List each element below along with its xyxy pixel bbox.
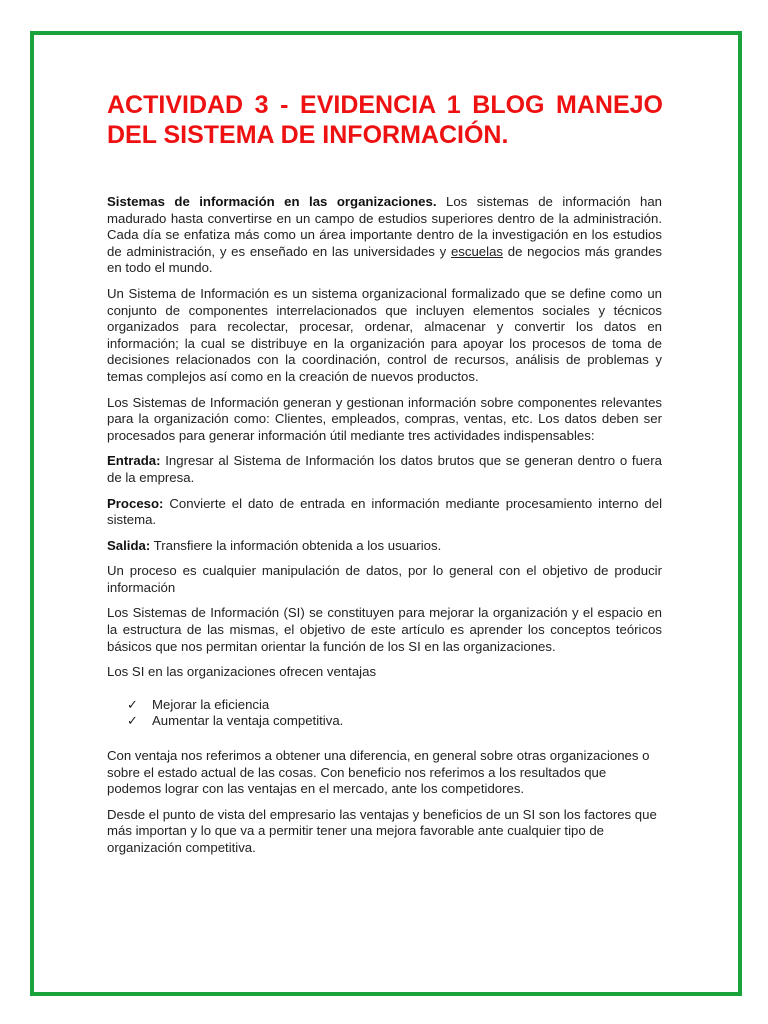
list-item — [127, 713, 662, 730]
salida-label: Salida: — [107, 537, 151, 553]
proceso-text: Convierte el dato de entrada en información mediante procesamiento interno del sistema. — [107, 495, 662, 528]
paragraph-advantage-def: Con ventaja nos referimos a obtener una diferencia, en general sobre otras organizaciones o sobre el estado actual de las cosas. Con beneficio nos referimos a los resultados que podemos lograr con las ventajas en el mercado, ante los competidores. — [107, 748, 650, 797]
paragraph-proceso — [107, 496, 662, 529]
paragraph-conclusion: Desde el punto de vista del empresario las ventajas y beneficios de un SI son los factores que más importan y lo que va a permitir tener una mejora favorable ante cualquier tipo de organización competitiva. — [107, 806, 657, 855]
salida-text: Transfiere la información obtenida a los usuarios. — [150, 537, 442, 553]
entrada-label: Entrada: — [107, 453, 161, 469]
paragraph-entrada — [107, 453, 662, 486]
paragraph-definition: Un Sistema de Información es un sistema organizacional formalizado que se define como un conjunto de componentes interrelacionados que incluyen elementos sociales y técnicos organizados para recolectar, procesar, ordenar, almacenar y convertir los datos en información; la cual se distribuye en la organización para apoyar los procesos de toma de decisiones relacionados con la coordinación, control de recursos, análisis de problemas y temas complejos así como en la creación de nuevos productos. — [107, 285, 662, 384]
list-item-text: Mejorar la eficiencia — [152, 696, 270, 712]
list-item-text: Aumentar la ventaja competitiva. — [152, 713, 344, 729]
paragraph-si-purpose: Los Sistemas de Información (SI) se constituyen para mejorar la organización y el espacio en la estructura de las mismas, el objetivo de este artículo es aprender los conceptos teóricos básicos que nos permitan orientar la función de los SI en las organizaciones. — [107, 605, 662, 654]
checkmark-icon: ✓ — [127, 713, 139, 729]
checkmark-icon: ✓ — [127, 696, 139, 712]
paragraph-salida — [107, 538, 662, 555]
entrada-text: Ingresar al Sistema de Información los datos brutos que se generan dentro o fuera de la empresa. — [107, 453, 662, 485]
escuelas-link[interactable]: escuelas — [450, 243, 504, 259]
paragraph-activities: Los Sistemas de Información generan y gestionan información sobre componentes relevantes para la organización como: Clientes, empleados, compras, ventas, etc. Los datos deben ser procesados para generar información útil mediante tres actividades indispensables: — [107, 394, 662, 443]
intro-tail: de negocios más grandes en todo el mundo. — [107, 243, 662, 276]
intro-heading: Sistemas de información en las organizaciones. — [107, 194, 437, 209]
intro-text: Los sistemas de información han madurado hasta convertirse en un campo de estudios superiores dentro de la administración. Cada día se enfatiza más como un área importante dentro de la investigación en los estudios de administración, y es enseñado en las universidades y — [107, 194, 662, 259]
advantages-list — [127, 697, 662, 730]
paragraph-intro — [107, 194, 662, 277]
list-item — [127, 697, 662, 714]
proceso-label: Proceso: — [107, 495, 164, 511]
document-title: ACTIVIDAD 3 - EVIDENCIA 1 BLOG MANEJO DEL SISTEMA DE INFORMACIÓN. — [107, 91, 663, 149]
document-body — [107, 194, 662, 866]
paragraph-advantages: Los SI en las organizaciones ofrecen ventajas — [107, 664, 377, 680]
paragraph-process-def: Un proceso es cualquier manipulación de datos, por lo general con el objetivo de producir información — [107, 563, 662, 595]
